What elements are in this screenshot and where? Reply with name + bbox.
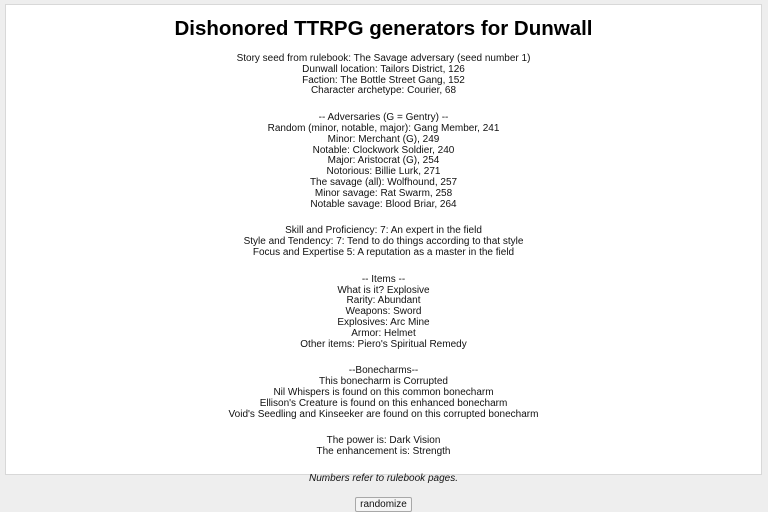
bonecharm-state: This bonecharm is Corrupted (319, 376, 448, 388)
adversary-major: Major: Aristocrat (G), 254 (327, 155, 440, 167)
skill-proficiency: Skill and Proficiency: 7: An expert in the field (285, 225, 482, 237)
adversary-minor: Minor: Merchant (G), 249 (327, 133, 440, 145)
item-weapon: Weapons: Sword (345, 306, 422, 318)
adversary-notorious: Notorious: Billie Lurk, 271 (326, 166, 441, 178)
bonecharms-heading: --Bonecharms-- (348, 365, 419, 377)
adversary-notable: Notable: Clockwork Soldier, 240 (312, 144, 455, 156)
item-other: Other items: Piero's Spiritual Remedy (300, 338, 467, 350)
item-type: What is it? Explosive (337, 284, 430, 296)
adversaries-heading: -- Adversaries (G = Gentry) -- (318, 112, 449, 124)
items-heading: -- Items -- (361, 273, 406, 285)
dunwall-location: Dunwall location: Tailors District, 126 (302, 63, 465, 75)
power-section (6, 436, 761, 458)
bonecharms-section (6, 366, 761, 420)
adversary-random: Random (minor, notable, major): Gang Member, 241 (267, 122, 500, 134)
rulebook-note: Numbers refer to rulebook pages. (309, 472, 458, 484)
item-armor: Armor: Helmet (351, 327, 416, 339)
generator-panel (5, 4, 762, 510)
story-seed: Story seed from rulebook: The Savage adversary (seed number 1) (236, 53, 531, 64)
items-section (6, 275, 761, 351)
item-rarity: Rarity: Abundant (346, 295, 421, 307)
item-explosive: Explosives: Arc Mine (337, 316, 430, 328)
page-title: Dishonored TTRPG generators for Dunwall (174, 17, 593, 40)
character-archetype: Character archetype: Courier, 68 (310, 85, 457, 97)
style-tendency: Style and Tendency: 7: Tend to do things according to that style (243, 236, 524, 248)
bonecharm-common: Nil Whispers is found on this common bonecharm (273, 386, 494, 398)
adversary-minor-savage: Minor savage: Rat Swarm, 258 (314, 187, 453, 199)
adversary-notable-savage: Notable savage: Blood Briar, 264 (310, 198, 457, 210)
power: The power is: Dark Vision (326, 435, 441, 447)
randomize-button[interactable]: randomize (355, 497, 412, 512)
adversaries-section (6, 113, 761, 210)
adversary-savage-all: The savage (all): Wolfhound, 257 (309, 176, 458, 188)
faction: Faction: The Bottle Street Gang, 152 (302, 74, 465, 86)
bonecharm-enhanced: Ellison's Creature is found on this enhanced bonecharm (259, 397, 508, 409)
skills-section (6, 226, 761, 258)
enhancement: The enhancement is: Strength (316, 446, 451, 458)
story-section (6, 54, 761, 97)
focus-expertise: Focus and Expertise 5: A reputation as a master in the field (252, 246, 515, 258)
bonecharm-corrupted: Void's Seedling and Kinseeker are found on this corrupted bonecharm (228, 408, 539, 420)
